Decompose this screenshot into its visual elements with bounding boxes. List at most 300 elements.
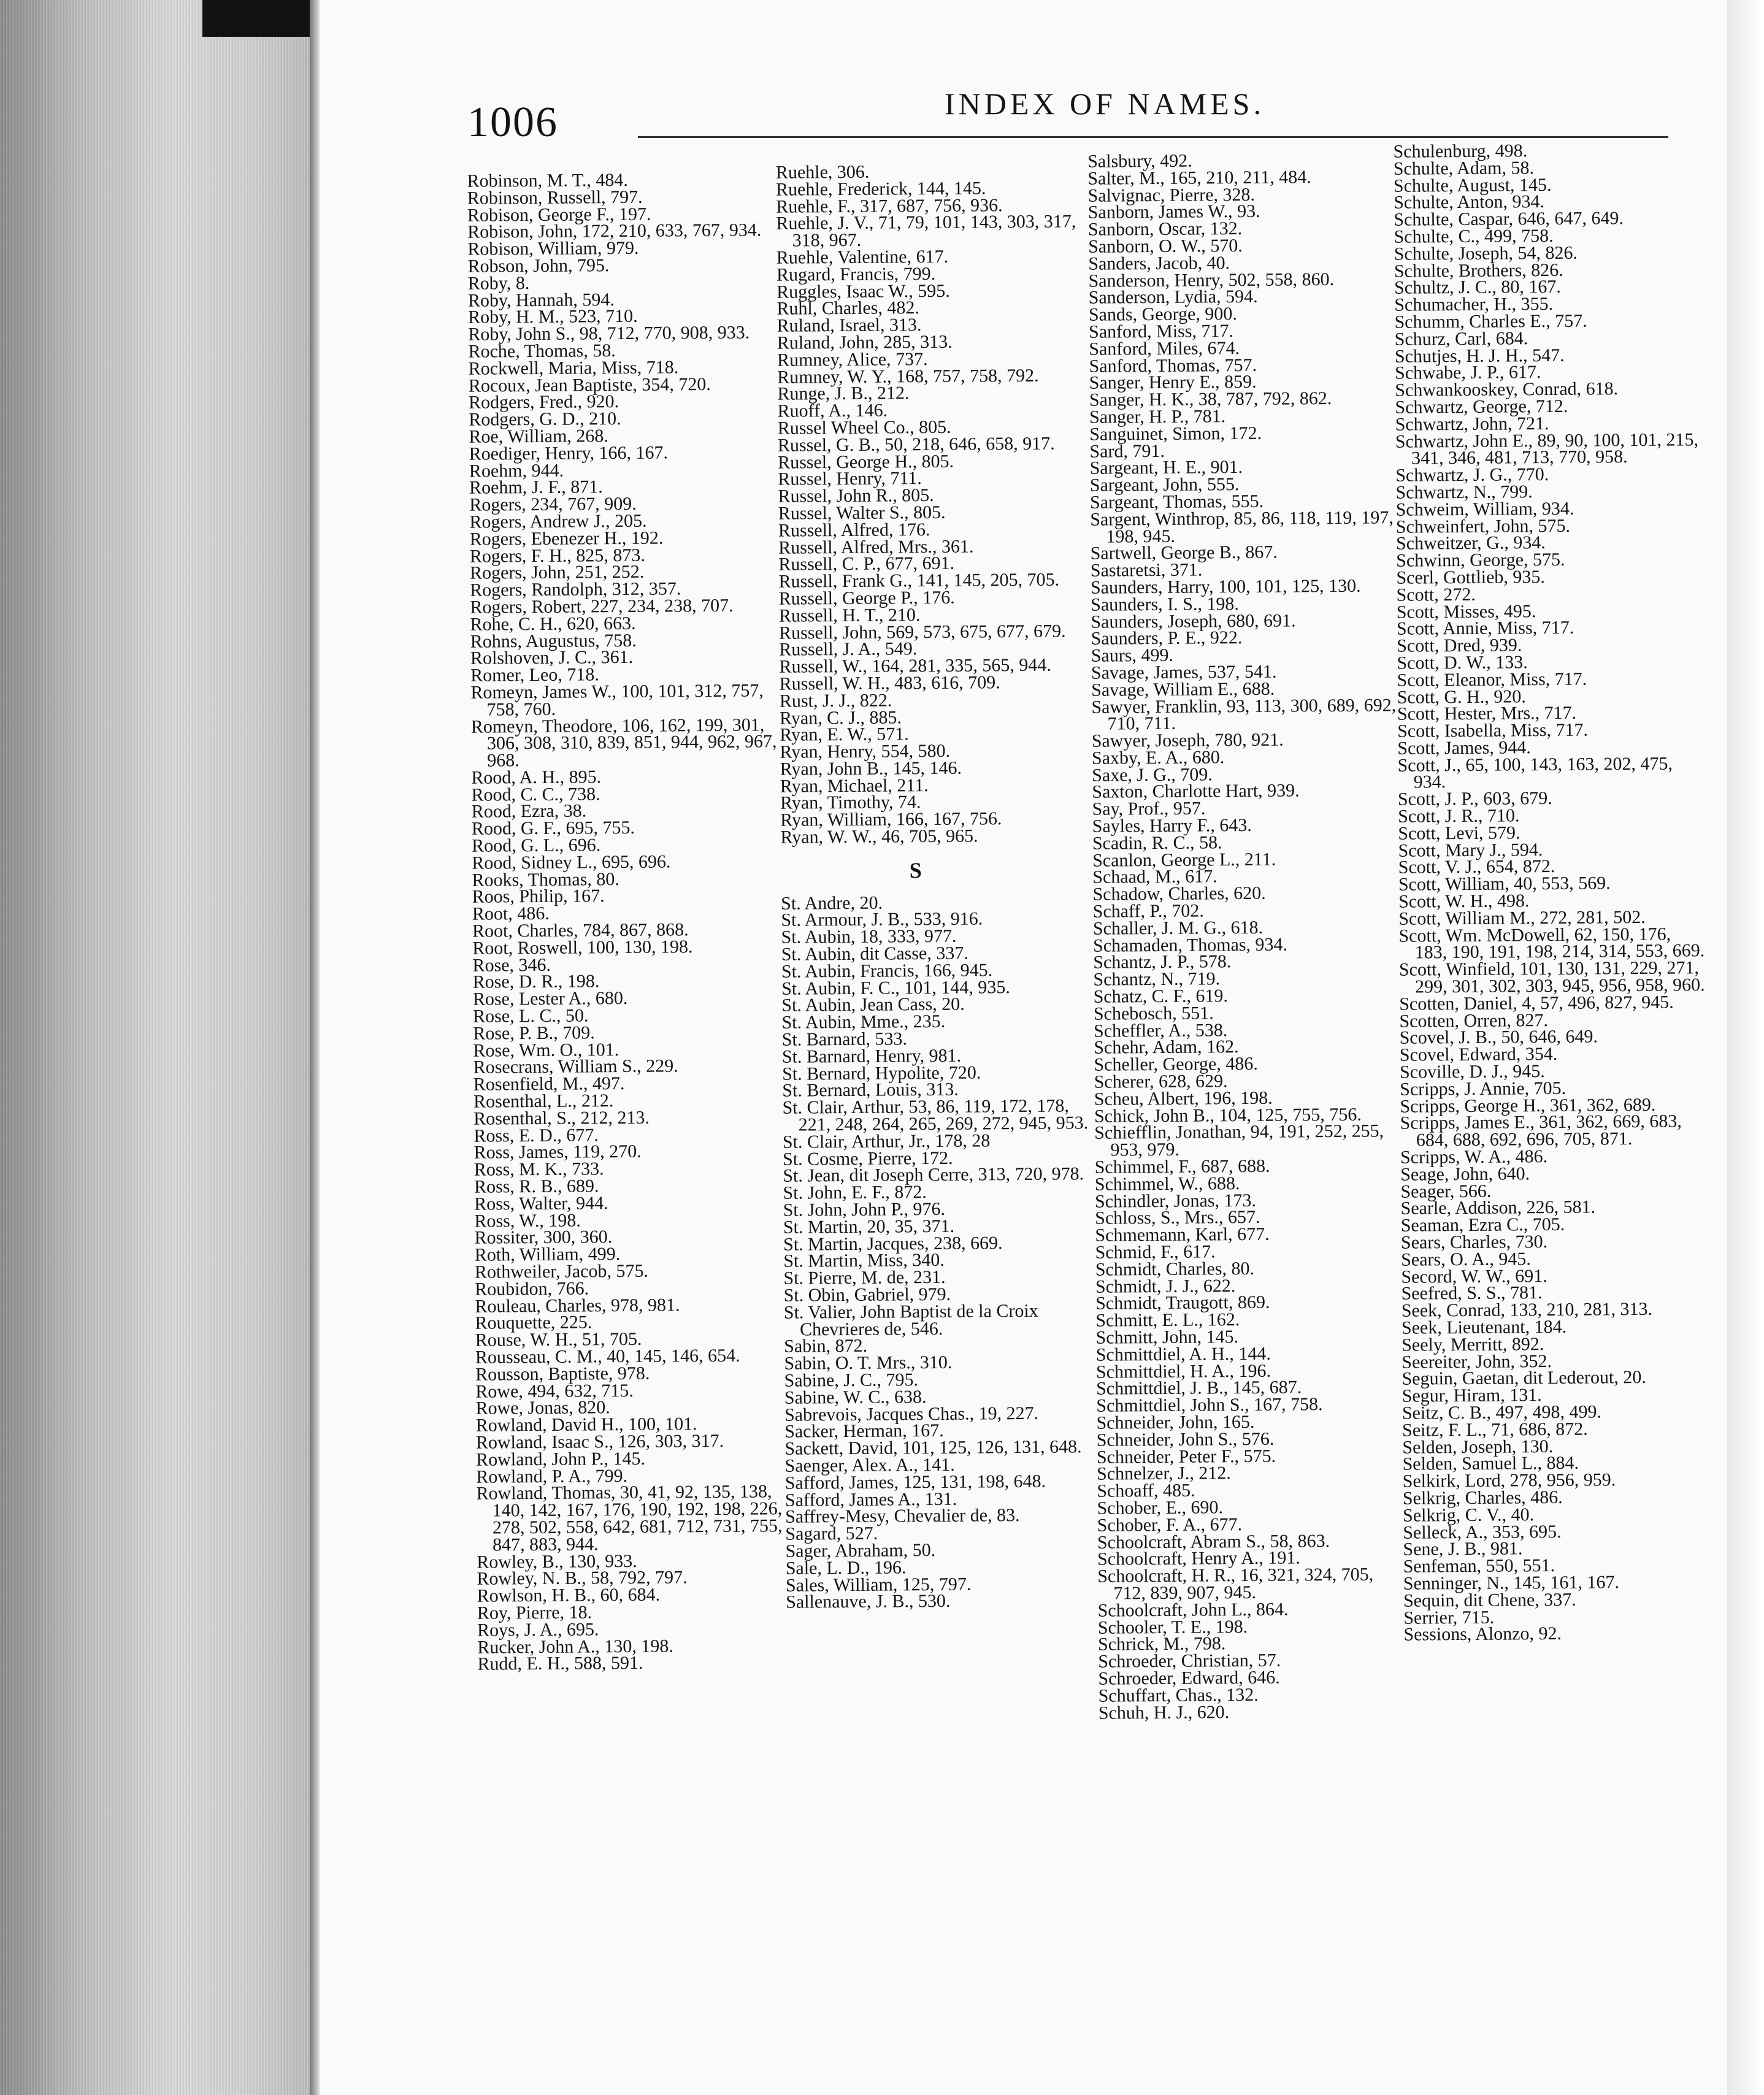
index-entry: Russell, J. A., 549. (779, 638, 918, 661)
index-entry: Serrier, 715. (1403, 1607, 1495, 1628)
index-entry: Roche, Thomas, 58. (468, 340, 616, 362)
index-entry: Rossiter, 300, 360. (474, 1227, 613, 1249)
index-entry: Roos, Philip, 167. (472, 886, 605, 908)
index-entry: Roby, Hannah, 594. (467, 289, 615, 311)
index-entry: St. Martin, Jacques, 238, 669. (783, 1232, 1003, 1255)
index-entry: Roubidon, 766. (475, 1278, 589, 1300)
scan-right-margin (1727, 0, 1764, 2095)
index-entry: Ryan, Henry, 554, 580. (780, 740, 951, 762)
index-entry: Sessions, Alonzo, 92. (1403, 1623, 1562, 1645)
index-entry: Rouse, W. H., 51, 705. (475, 1329, 642, 1350)
index-entry: Ryan, W. W., 46, 705, 965. (780, 825, 978, 848)
index-entry: Russel Wheel Co., 805. (777, 416, 951, 439)
index-entry: Sagard, 527. (785, 1523, 878, 1544)
index-entry: Sanborn, Oscar, 132. (1087, 218, 1243, 240)
index-entry: Seitz, F. L., 71, 686, 872. (1402, 1419, 1588, 1441)
index-entry: Russell, Frank G., 141, 145, 205, 705. (778, 569, 1060, 592)
index-entry: Rowley, B., 130, 933. (477, 1550, 637, 1572)
index-entry: Russel, Henry, 711. (778, 468, 922, 490)
index-entry: Scott, William M., 272, 281, 502. (1398, 906, 1646, 929)
index-entry: Rose, Lester A., 680. (472, 988, 628, 1009)
index-entry: Rowe, Jonas, 820. (475, 1397, 610, 1419)
index-entry: Schick, John B., 104, 125, 755, 756. (1094, 1104, 1362, 1127)
index-column-2 (776, 162, 1092, 1611)
index-entry: Seek, Lieutenant, 184. (1401, 1316, 1567, 1338)
index-entry: Schwartz, N., 799. (1395, 481, 1533, 503)
index-entry: Sanderson, Henry, 502, 558, 860. (1088, 269, 1335, 291)
index-entry: Roby, H. M., 523, 710. (467, 306, 638, 328)
index-entry: Scott, J. R., 710. (1398, 805, 1520, 827)
index-entry: St. Pierre, M. de, 231. (783, 1267, 946, 1289)
index-entry: Sastaretsi, 371. (1090, 559, 1203, 581)
index-entry: Root, Charles, 784, 867, 868. (472, 919, 689, 941)
index-entry: Scovel, Edward, 354. (1399, 1044, 1558, 1065)
index-entry: Schnelzer, J., 212. (1097, 1463, 1231, 1485)
index-entry: Russell, Alfred, Mrs., 361. (778, 536, 974, 558)
index-entry: Russell, George P., 176. (778, 587, 955, 609)
index-entry: Scott, D. W., 133. (1397, 652, 1528, 673)
index-entry: Saxe, J. G., 709. (1092, 764, 1213, 786)
index-entry: Scotten, Orren, 827. (1399, 1009, 1549, 1032)
index-entry: Schober, E., 690. (1097, 1497, 1224, 1519)
index-entry: St. John, E. F., 872. (783, 1182, 927, 1203)
index-entry: Sabine, W. C., 638. (784, 1386, 927, 1408)
index-entry: Rouleau, Charles, 978, 981. (475, 1294, 680, 1317)
index-entry: Say, Prof., 957. (1092, 798, 1206, 820)
index-entry: Russel, George H., 805. (778, 451, 954, 473)
index-entry: Sales, William, 125, 797. (785, 1574, 972, 1596)
index-entry: Salter, M., 165, 210, 211, 484. (1087, 167, 1311, 189)
index-entry: Rudd, E. H., 588, 591. (477, 1653, 643, 1675)
index-entry: Roby, John S., 98, 712, 770, 908, 933. (468, 322, 750, 345)
index-entry: Scripps, George H., 361, 362, 689. (1400, 1094, 1656, 1117)
index-entry: Roediger, Henry, 166, 167. (469, 442, 669, 464)
index-entry: Scheffler, A., 538. (1093, 1019, 1228, 1041)
index-entry: Sartwell, George B., 867. (1090, 542, 1278, 564)
index-entry: Ruland, Israel, 313. (777, 315, 922, 336)
index-entry: Rust, J. J., 822. (779, 690, 892, 711)
index-entry: Roe, William, 268. (469, 426, 608, 447)
index-entry: Schulte, August, 145. (1393, 174, 1552, 196)
index-entry: Scott, Isabella, Miss, 717. (1397, 719, 1589, 741)
index-entry: Selden, Samuel L., 884. (1402, 1453, 1579, 1475)
index-entry: Ruhl, Charles, 482. (777, 297, 920, 320)
index-entry: Sanger, H. K., 38, 787, 792, 862. (1089, 388, 1332, 410)
index-entry: Schebosch, 551. (1093, 1003, 1214, 1024)
index-entry: Rogers, John, 251, 252. (469, 562, 645, 584)
index-entry: Rodgers, G. D., 210. (469, 408, 621, 430)
index-entry: Sanford, Miles, 674. (1089, 337, 1240, 359)
index-entry: Scott, J., 65, 100, 143, 163, 202, 475, 934. (1397, 753, 1673, 793)
index-entry: Schneider, Peter F., 575. (1096, 1446, 1276, 1468)
index-entry: Scott, G. H., 920. (1397, 686, 1526, 708)
index-entry: Robinson, Russell, 797. (467, 186, 643, 209)
index-entry: Rousson, Baptiste, 978. (475, 1363, 650, 1385)
index-entry: Saffrey-Mesy, Chevalier de, 83. (785, 1505, 1020, 1528)
index-entry: Seely, Merritt, 892. (1402, 1333, 1544, 1355)
index-entry: Sears, O. A., 945. (1401, 1249, 1531, 1270)
index-entry: Rood, G. L., 696. (472, 835, 601, 856)
index-entry: Schloss, S., Mrs., 657. (1095, 1207, 1260, 1229)
index-entry: Schimmel, W., 688. (1094, 1173, 1240, 1195)
index-entry: Scripps, J. Annie, 705. (1400, 1078, 1567, 1100)
index-entry: Savage, William E., 688. (1091, 678, 1275, 700)
index-entry: Scott, J. P., 603, 679. (1397, 788, 1552, 810)
index-entry: Schmidt, Charles, 80. (1095, 1258, 1255, 1280)
index-entry: St. Aubin, dit Casse, 337. (781, 943, 968, 965)
index-entry: Schweinfert, John, 575. (1395, 515, 1571, 537)
index-entry: Rogers, Andrew J., 205. (469, 510, 647, 532)
index-entry: Root, Roswell, 100, 130, 198. (472, 936, 693, 959)
index-entry: Ross, R. B., 689. (474, 1176, 599, 1197)
index-entry: Schaff, P., 702. (1092, 900, 1204, 922)
index-entry: Scott, Winfield, 101, 130, 131, 229, 271, 299, 301, 302, 303, 945, 956, 958, 960. (1398, 957, 1705, 997)
index-entry: Scott, William, 40, 553, 569. (1398, 873, 1611, 895)
index-entry: Scheu, Albert, 196, 198. (1094, 1087, 1273, 1109)
index-entry: Rothweiler, Jacob, 575. (474, 1260, 648, 1282)
index-entry: Scott, Mary J., 594. (1398, 839, 1543, 861)
index-entry: Rowland, P. A., 799. (476, 1465, 628, 1487)
index-entry: Schindler, Jonas, 173. (1094, 1190, 1257, 1212)
index-entry: Scripps, James E., 361, 362, 669, 683, 684, 688, 692, 696, 705, 871. (1400, 1111, 1682, 1151)
index-entry: Selden, Joseph, 130. (1402, 1436, 1554, 1458)
index-entry: Sallenauve, J. B., 530. (786, 1591, 951, 1613)
index-entry: Scott, W. H., 498. (1398, 890, 1530, 912)
index-entry: Scott, 272. (1396, 584, 1476, 605)
index-entry: Schmemann, Karl, 677. (1095, 1224, 1270, 1246)
index-entry: Rowe, 494, 632, 715. (475, 1380, 634, 1402)
index-entry: Sacker, Herman, 167. (784, 1420, 944, 1442)
index-entry: Ryan, C. J., 885. (779, 707, 902, 729)
index-entry: Schumacher, H., 355. (1394, 294, 1554, 315)
index-entry: Rood, Sidney L., 695, 696. (472, 851, 671, 873)
index-entry: Rood, C. C., 738. (471, 783, 600, 805)
index-entry: Ruehle, 306. (775, 161, 870, 183)
index-entry: Schrick, M., 798. (1097, 1633, 1226, 1655)
index-entry: Russell, Alfred, 176. (778, 519, 930, 541)
index-entry: Ryan, E. W., 571. (780, 724, 909, 746)
index-entry: Sager, Abraham, 50. (785, 1539, 936, 1561)
index-entry: Scotten, Daniel, 4, 57, 496, 827, 945. (1399, 992, 1674, 1014)
index-entry: Russell, W., 164, 281, 335, 565, 944. (779, 654, 1051, 677)
index-entry: St. Aubin, Jean Cass, 20. (781, 994, 965, 1016)
index-entry: Rood, A. H., 895. (471, 767, 602, 788)
index-entry: Scott, Hester, Mrs., 717. (1397, 703, 1577, 725)
index-entry: St. Barnard, Henry, 981. (781, 1045, 962, 1067)
index-entry: Ruehle, J. V., 71, 79, 101, 143, 303, 317, 318, 967. (776, 211, 1076, 251)
index-entry: Saunders, P. E., 922. (1091, 627, 1243, 649)
section-letter-heading: S (909, 858, 922, 883)
index-entry: Roby, 8. (467, 272, 530, 294)
index-entry: Sabine, J. C., 795. (784, 1369, 919, 1391)
index-entry: St. Bernard, Louis, 313. (782, 1079, 959, 1101)
index-entry: Schoolcraft, H. R., 16, 321, 324, 705, 712, 839, 907, 945. (1097, 1564, 1374, 1604)
index-entry: Rogers, 234, 767, 909. (469, 494, 637, 515)
index-entry: Scheller, George, 486. (1094, 1054, 1258, 1075)
index-entry: Ryan, William, 166, 167, 756. (780, 808, 1002, 831)
index-entry: Rucker, John A., 130, 198. (477, 1636, 673, 1658)
index-entry: St. Barnard, 533. (781, 1028, 907, 1050)
index-entry: Selkrig, C. V., 40. (1402, 1504, 1535, 1526)
index-entry: Scovel, J. B., 50, 646, 649. (1399, 1026, 1598, 1049)
index-entry: Rose, L. C., 50. (472, 1005, 589, 1027)
index-entry: Sanford, Miss, 717. (1088, 321, 1234, 342)
index-entry: St. Aubin, 18, 333, 977. (781, 926, 957, 948)
book-gutter (310, 0, 320, 2095)
index-entry: Rose, 346. (472, 954, 551, 976)
index-entry: Sargeant, H. E., 901. (1089, 457, 1243, 479)
index-entry: Schehr, Adam, 162. (1094, 1036, 1239, 1059)
index-entry: Rowland, Isaac S., 126, 303, 317. (475, 1430, 724, 1453)
index-entry: Rogers, Ebenezer H., 192. (469, 527, 664, 550)
index-entry: Russell, C. P., 677, 691. (778, 553, 955, 575)
index-entry: Ryan, John B., 145, 146. (780, 757, 962, 779)
index-entry: Saunders, I. S., 198. (1091, 593, 1239, 615)
index-entry: Sanger, H. P., 781. (1089, 406, 1226, 427)
index-entry: Seage, John, 640. (1400, 1163, 1530, 1185)
index-entry: Schurz, Carl, 684. (1394, 328, 1528, 350)
index-entry: St. Aubin, F. C., 101, 144, 935. (781, 976, 1010, 999)
index-entry: Rugard, Francis, 799. (776, 263, 936, 285)
index-entry: Seager, 566. (1400, 1181, 1492, 1202)
index-entry: Schaad, M., 617. (1092, 866, 1218, 888)
index-entry: Sene, J. B., 981. (1403, 1538, 1523, 1560)
index-entry: Sanford, Thomas, 757. (1089, 354, 1257, 377)
index-entry: Schoolcraft, Henry A., 191. (1097, 1547, 1300, 1570)
index-entry: Romeyn, James W., 100, 101, 312, 757, 758, 760. (470, 680, 764, 720)
index-entry: Seaman, Ezra C., 705. (1400, 1214, 1565, 1236)
index-entry: Scott, Levi, 579. (1398, 822, 1520, 844)
index-entry: Rousseau, C. M., 40, 145, 146, 654. (475, 1345, 740, 1368)
index-entry: Schwartz, John E., 89, 90, 100, 101, 215, 341, 346, 481, 713, 770, 958. (1395, 429, 1699, 469)
index-entry: St. Martin, Miss, 340. (783, 1250, 945, 1272)
index-entry: Schulte, C., 499, 758. (1394, 225, 1554, 247)
index-entry: Scott, Wm. McDowell, 62, 150, 176, 183, 190, 191, 198, 214, 314, 553, 669. (1398, 924, 1705, 963)
index-entry: Russel, G. B., 50, 218, 646, 658, 917. (777, 433, 1055, 456)
index-entry: Rosenthal, L., 212. (473, 1090, 614, 1112)
index-entry: Root, 486. (472, 903, 550, 925)
index-entry: Ross, E. D., 677. (474, 1124, 599, 1146)
index-entry: Roys, J. A., 695. (477, 1619, 599, 1641)
index-entry: Rowland, John P., 145. (476, 1448, 646, 1470)
index-entry: Ross, M. K., 733. (474, 1159, 604, 1180)
index-entry: Schamaden, Thomas, 934. (1092, 934, 1288, 956)
index-entry: Ruggles, Isaac W., 595. (777, 280, 950, 302)
index-entry: Sabin, O. T. Mrs., 310. (784, 1352, 953, 1374)
index-entry: Rogers, Robert, 227, 234, 238, 707. (470, 595, 734, 618)
index-entry: Ross, Walter, 944. (474, 1193, 608, 1214)
index-entry: Seguin, Gaetan, dit Lederout, 20. (1402, 1367, 1646, 1390)
index-entry: Schwartz, J. G., 770. (1395, 464, 1549, 486)
index-entry: Sawyer, Franklin, 93, 113, 300, 689, 692, 710, 711. (1091, 694, 1397, 734)
index-entry: Ryan, Timothy, 74. (780, 792, 921, 814)
index-entry: Rockwell, Maria, Miss, 718. (468, 357, 679, 379)
index-entry: Segur, Hiram, 131. (1402, 1385, 1542, 1406)
index-entry: Schulenburg, 498. (1393, 140, 1528, 162)
index-entry: Robison, William, 979. (467, 238, 639, 259)
index-entry: Rowland, David H., 100, 101. (475, 1414, 697, 1436)
index-entry: Sanguinet, Simon, 172. (1089, 423, 1262, 445)
index-entry: Robison, John, 172, 210, 633, 767, 934. (467, 220, 762, 243)
index-entry: Rooks, Thomas, 80. (472, 868, 619, 890)
index-entry: Rodgers, Fred., 920. (468, 391, 619, 413)
index-entry: St. Aubin, Mme., 235. (781, 1011, 946, 1033)
index-entry: Schneider, John S., 576. (1096, 1428, 1275, 1450)
index-entry: Rumney, W. Y., 168, 757, 758, 792. (777, 365, 1039, 388)
index-entry: Schantz, N., 719. (1093, 968, 1221, 990)
index-entry: Sale, L. D., 196. (785, 1557, 907, 1579)
index-entry: Schmid, F., 617. (1095, 1241, 1216, 1263)
index-entry: Rowley, N. B., 58, 792, 797. (477, 1567, 688, 1590)
index-entry: Rogers, Randolph, 312, 357. (470, 578, 681, 600)
index-entry: Sanborn, James W., 93. (1087, 201, 1260, 223)
index-entry: Scott, James, 944. (1397, 737, 1531, 759)
index-entry: Schneider, John, 165. (1096, 1411, 1255, 1433)
index-entry: Rohns, Augustus, 758. (470, 630, 637, 652)
index-entry: St. Martin, 20, 35, 371. (783, 1216, 955, 1238)
index-column-4 (1393, 141, 1710, 1644)
index-entry: Saunders, Joseph, 680, 691. (1091, 610, 1296, 632)
index-entry: Schulte, Caspar, 646, 647, 649. (1394, 208, 1624, 230)
index-entry: St. Clair, Arthur, 53, 86, 119, 172, 178, 221, 248, 264, 265, 269, 272, 945, 953. (782, 1095, 1089, 1135)
index-entry: Schoolcraft, John L., 864. (1097, 1599, 1289, 1621)
index-entry: Selkirk, Lord, 278, 956, 959. (1402, 1469, 1616, 1492)
index-entry: Rocoux, Jean Baptiste, 354, 720. (468, 373, 711, 396)
index-entry: Sanborn, O. W., 570. (1088, 236, 1243, 257)
index-entry: Ruland, John, 285, 313. (777, 331, 953, 353)
index-entry: Sanders, Jacob, 40. (1088, 252, 1230, 274)
index-entry: Ruehle, Frederick, 144, 145. (775, 178, 986, 200)
index-entry: Schwabe, J. P., 617. (1394, 362, 1541, 384)
index-entry: Sawyer, Joseph, 780, 921. (1091, 729, 1284, 751)
index-entry: Sargent, Winthrop, 85, 86, 118, 119, 197, 198, 945. (1090, 507, 1394, 547)
index-entry: Schroeder, Christian, 57. (1098, 1650, 1281, 1672)
index-entry: Runge, J. B., 212. (777, 383, 910, 405)
index-entry: Salvignac, Pierre, 328. (1087, 184, 1256, 206)
index-entry: Saxby, E. A., 680. (1091, 747, 1225, 768)
index-entry: Schober, F. A., 677. (1097, 1514, 1243, 1536)
index-entry: Russel, John R., 805. (778, 485, 934, 507)
index-entry: Russell, W. H., 483, 616, 709. (779, 672, 1000, 694)
index-entry: St. Valier, John Baptist de la Croix Chevrieres de, 546. (783, 1300, 1038, 1340)
index-entry: Schweim, William, 934. (1395, 498, 1574, 520)
page-number: 1006 (467, 99, 558, 146)
index-entry: Schwankooskey, Conrad, 618. (1395, 378, 1619, 400)
index-entry: Ruehle, Valentine, 617. (776, 246, 949, 268)
index-entry: Salsbury, 492. (1087, 150, 1192, 172)
index-entry: Scanlon, George L., 211. (1092, 849, 1276, 871)
index-entry: Schmidt, J. J., 622. (1095, 1275, 1236, 1297)
index-entry: Schulte, Brothers, 826. (1394, 259, 1563, 282)
index-entry: Senninger, N., 145, 161, 167. (1403, 1572, 1620, 1594)
index-entry: Savage, James, 537, 541. (1091, 661, 1277, 683)
index-entry: Rood, G. F., 695, 755. (471, 818, 635, 840)
index-entry: St. Armour, J. B., 533, 916. (781, 908, 983, 931)
index-entry: Schmitt, John, 145. (1095, 1327, 1239, 1348)
index-entry: Roehm, 944. (469, 460, 564, 481)
index-entry: Sackett, David, 101, 125, 126, 131, 648. (784, 1436, 1082, 1459)
index-entry: Scoville, D. J., 945. (1399, 1061, 1545, 1082)
index-entry: Schooler, T. E., 198. (1097, 1616, 1248, 1638)
index-entry: Sanderson, Lydia, 594. (1088, 286, 1258, 308)
index-entry: Sabrevois, Jacques Chas., 19, 227. (784, 1403, 1039, 1425)
index-entry: Roy, Pierre, 18. (477, 1602, 592, 1623)
index-entry: Sard, 791. (1089, 440, 1165, 462)
index-column-1 (467, 170, 784, 1673)
index-entry: Schadow, Charles, 620. (1092, 883, 1266, 905)
index-entry: St. Aubin, Francis, 166, 945. (781, 960, 993, 982)
index-entry: Schimmel, F., 687, 688. (1094, 1155, 1270, 1178)
index-entry: Seereiter, John, 352. (1402, 1350, 1552, 1373)
index-entry: Schultz, J. C., 80, 167. (1394, 277, 1561, 299)
index-entry: Robinson, M. T., 484. (467, 169, 628, 191)
index-entry: Scott, Misses, 495. (1396, 600, 1536, 622)
index-entry: Selleck, A., 353, 695. (1403, 1521, 1562, 1543)
index-entry: Scherer, 628, 629. (1094, 1071, 1228, 1092)
index-entry: Ross, W., 198. (474, 1210, 581, 1231)
index-entry: Saurs, 499. (1091, 645, 1174, 666)
index-entry: St. Andre, 20. (781, 892, 883, 914)
index-entry: Schmittdiel, A. H., 144. (1095, 1343, 1271, 1365)
index-entry: Scripps, W. A., 486. (1400, 1146, 1548, 1168)
index-entry: Schutjes, H. J. H., 547. (1394, 345, 1565, 367)
index-entry: Schatz, C. F., 619. (1093, 986, 1229, 1007)
index-entry: Schoaff, 485. (1097, 1480, 1195, 1501)
index-entry: Schmidt, Traugott, 869. (1095, 1292, 1270, 1314)
index-entry: Russell, John, 569, 573, 675, 677, 679. (778, 621, 1066, 643)
index-entry: Roth, William, 499. (474, 1244, 621, 1265)
index-entry: Schmittdiel, John S., 167, 758. (1096, 1394, 1323, 1416)
index-entry: Schmitt, E. L., 162. (1095, 1309, 1240, 1331)
index-column-3 (1087, 151, 1405, 1722)
index-entry: Schantz, J. P., 578. (1093, 951, 1232, 973)
index-entry: Senfeman, 550, 551. (1403, 1555, 1555, 1577)
index-entry: Safford, James, 125, 131, 198, 648. (784, 1471, 1046, 1493)
index-entry: Roehm, J. F., 871. (469, 477, 603, 499)
index-entry: Russel, Walter S., 805. (778, 502, 946, 524)
index-entry: Rowland, Thomas, 30, 41, 92, 135, 138, 140, 142, 167, 176, 190, 192, 198, 226, 278, 502, 558, 642, 681, 712, 731, 755, 847, 883, 944. (476, 1481, 783, 1555)
index-entry: Schulte, Anton, 934. (1394, 191, 1545, 213)
index-entry: Sargeant, John, 555. (1089, 474, 1240, 496)
index-entry: Robson, John, 795. (467, 255, 610, 277)
index-entry: Scott, Dred, 939. (1397, 635, 1522, 656)
index-entry: Saenger, Alex. A., 141. (784, 1454, 955, 1476)
index-entry: Ruoff, A., 146. (777, 400, 888, 421)
header-rule (638, 136, 1668, 138)
index-entry: Rosenfield, M., 497. (473, 1073, 625, 1095)
index-entry: Sears, Charles, 730. (1400, 1231, 1548, 1253)
index-entry: Sequin, dit Chene, 337. (1403, 1589, 1576, 1611)
index-entry: St. Obin, Gabriel, 979. (783, 1284, 951, 1306)
index-entry: Schweitzer, G., 934. (1395, 532, 1546, 554)
index-entry: Schroeder, Edward, 646. (1098, 1667, 1280, 1689)
index-entry: Sands, George, 900. (1088, 304, 1237, 325)
index-entry: Seefred, S. S., 781. (1401, 1282, 1543, 1304)
index-entry: Romeyn, Theodore, 106, 162, 199, 301, 306, 308, 310, 839, 851, 944, 962, 967, 968. (470, 714, 777, 771)
index-entry: Rogers, F. H., 825, 873. (469, 545, 645, 567)
index-entry: Sargeant, Thomas, 555. (1089, 491, 1264, 513)
index-entry: Rosecrans, William S., 229. (473, 1055, 678, 1078)
index-entry: Safford, James A., 131. (784, 1488, 957, 1511)
index-entry: Rohe, C. H., 620, 663. (470, 613, 636, 635)
index-entry: Ross, James, 119, 270. (474, 1141, 642, 1163)
index-entry: Schuh, H. J., 620. (1098, 1701, 1230, 1723)
scan-shadow (202, 0, 319, 37)
index-entry: Selkrig, Charles, 486. (1402, 1487, 1563, 1509)
index-entry: St. Clair, Arthur, Jr., 178, 28 (782, 1130, 991, 1152)
index-entry: Schmittdiel, H. A., 196. (1095, 1360, 1271, 1382)
index-entry: Schwartz, George, 712. (1395, 396, 1568, 418)
